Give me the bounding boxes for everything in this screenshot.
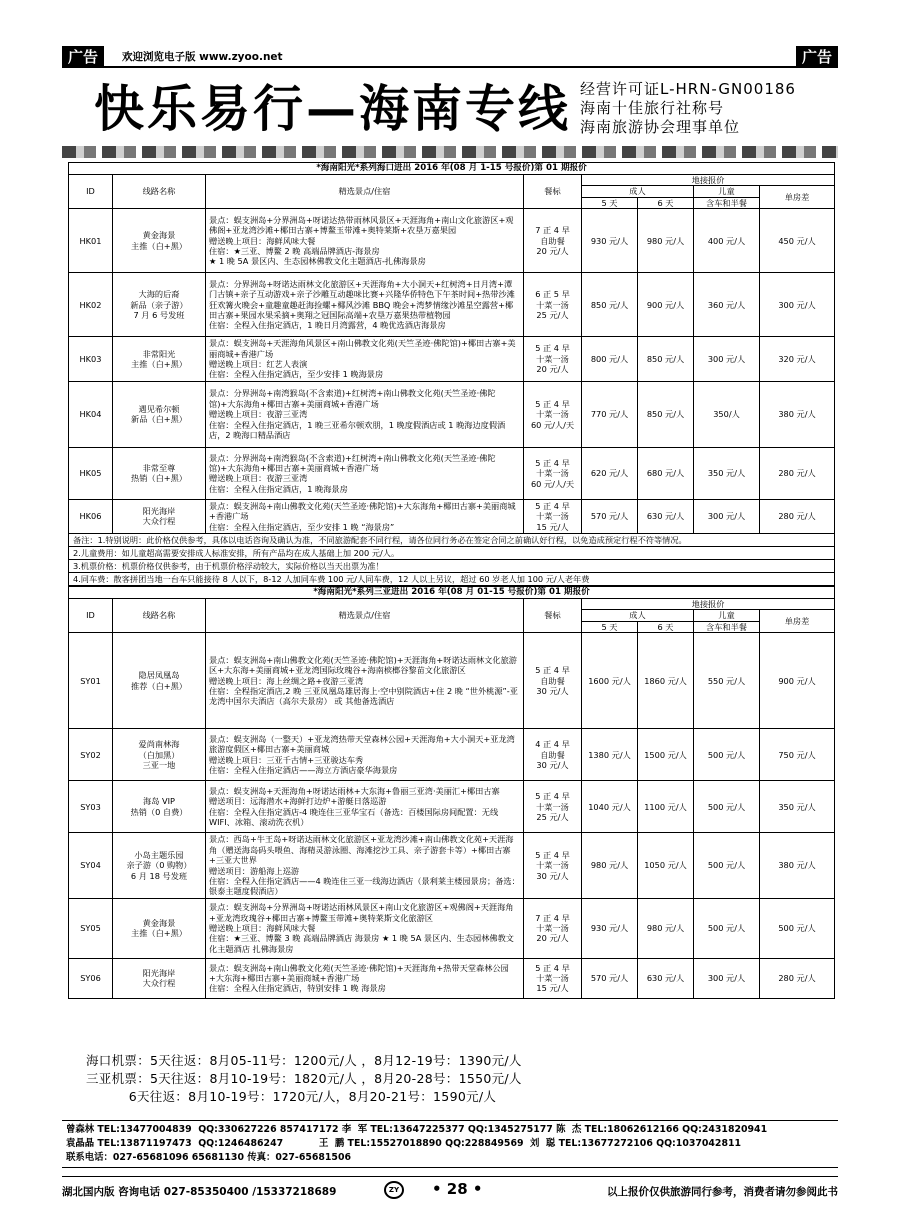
remark-row (69, 573, 835, 586)
col-header-id: ID (69, 599, 113, 633)
ad-label-right: 广告 (796, 46, 838, 68)
welcome-text: 欢迎浏览电子版 www.zyoo.net (122, 51, 283, 63)
meal-standard: 5 正 4 早 十菜一汤 60 元/人/天 (524, 447, 582, 499)
route-detail: 景点：蜈支洲岛（一整天）+亚龙湾热带天堂森林公园+天涯海角+大小洞天+亚龙湾旅游度假区+椰田古寨+美丽商城 赠送晚上项目：三亚千古情+三亚骏达车秀 住宿：全程入住指定酒店——海立方酒店豪华海景房 (206, 729, 524, 781)
price-single-supplement: 380 元/人 (760, 833, 835, 898)
meal-standard: 5 正 4 早 十菜一汤 30 元/人 (524, 833, 582, 898)
col-header-6day: 6 天 (638, 197, 694, 208)
price-child: 350 元/人 (694, 447, 760, 499)
col-header-child: 儿童 (694, 610, 760, 621)
price-adult-6day: 900 元/人 (638, 273, 694, 337)
route-detail: 景点：蜈支洲岛+南山佛教文化苑(天竺圣迹·佛陀馆)+天涯海角+呀诺达雨林文化旅游区+大东海+美丽商城+亚龙湾国际玫瑰谷+海南槟榔谷黎苗文化旅游区 赠送晚上项目：海上丝绸之路+夜游三亚湾 住宿：全程指定酒店,2 晚 三亚凤凰岛雄居海上·空中别院酒店+住 2 晚 “世外桃源”-亚龙湾中国尔夫酒店（高尔夫景房） 或 其他备选酒店 (206, 633, 524, 729)
price-adult-5day: 1380 元/人 (582, 729, 638, 781)
meal-standard: 5 正 4 早 十菜一汤 20 元/人 (524, 337, 582, 382)
price-child: 400 元/人 (694, 209, 760, 273)
price-adult-6day: 980 元/人 (638, 209, 694, 273)
table-caption: *海南阳光*系列海口进出 2016 年(08 月 1-15 号报价)第 01 期报价 (69, 163, 835, 175)
price-child: 350/人 (694, 381, 760, 447)
table-row (69, 898, 835, 958)
sanya-price-table (68, 586, 835, 999)
meal-standard: 6 正 5 早 十菜一汤 25 元/人 (524, 273, 582, 337)
price-child: 360 元/人 (694, 273, 760, 337)
col-header-single: 单房差 (760, 610, 835, 633)
col-header-route: 线路名称 (113, 599, 206, 633)
contact-row: 曾森林 TEL:13477004839 QQ:330627226 857417172 李 军 TEL:13647225377 QQ:1345275177 陈 杰 TEL:18062612166 QQ:2431820941 (66, 1124, 768, 1135)
table-row (69, 833, 835, 898)
col-header-5day: 5 天 (582, 197, 638, 208)
contact-row: 袁晶晶 TEL:13871197473 QQ:1246486247 王 鹏 TEL:15527018890 QQ:228849569 刘 聪 TEL:13677272106 QQ:1037042811 (66, 1138, 742, 1149)
price-adult-6day: 1500 元/人 (638, 729, 694, 781)
route-name: 隐居凤凰岛 推荐（白+黑） (113, 633, 206, 729)
route-id: HK03 (69, 337, 113, 382)
price-adult-5day: 980 元/人 (582, 833, 638, 898)
price-single-supplement: 750 元/人 (760, 729, 835, 781)
col-header-child: 儿童 (694, 186, 760, 197)
remark-text: 3.机票价格：机票价格仅供参考，由于机票价格浮动较大，实际价格以当天出票为准！ (69, 560, 835, 573)
col-header-child-note: 含车和半餐 (694, 621, 760, 632)
price-single-supplement: 280 元/人 (760, 499, 835, 533)
col-header-price-group: 地接报价 (582, 599, 835, 610)
price-adult-6day: 850 元/人 (638, 381, 694, 447)
price-adult-5day: 1040 元/人 (582, 781, 638, 833)
meal-standard: 5 正 4 早 十菜一汤 15 元/人 (524, 958, 582, 998)
route-name: 爱尚南林海 （白加黑） 三亚一地 (113, 729, 206, 781)
remark-row (69, 534, 835, 547)
remark-row (69, 560, 835, 573)
meal-standard: 7 正 4 早 自助餐 20 元/人 (524, 209, 582, 273)
price-adult-6day: 850 元/人 (638, 337, 694, 382)
route-id: SY04 (69, 833, 113, 898)
page-number: • 28 • (432, 1180, 483, 1198)
price-adult-6day: 630 元/人 (638, 499, 694, 533)
remark-text: 2.儿童费用：如儿童超高需要安排成人标准安排，所有产品均在成人基础上加 200 元/人。 (69, 547, 835, 560)
price-child: 300 元/人 (694, 958, 760, 998)
page-footer (62, 1176, 838, 1200)
price-child: 550 元/人 (694, 633, 760, 729)
route-id: SY02 (69, 729, 113, 781)
route-name: 非常至尊 热销（白+黑） (113, 447, 206, 499)
route-name: 遇见希尔顿 新品（白+黑） (113, 381, 206, 447)
price-single-supplement: 450 元/人 (760, 209, 835, 273)
route-detail: 景点：蜈支洲岛+南山佛教文化苑(天竺圣迹·佛陀馆)+天涯海角+热带天堂森林公园+大东海+椰田古寨+美丽商城+香港广场 住宿：全程入住指定酒店，特别安排 1 晚 海景房 (206, 958, 524, 998)
table-row (69, 209, 835, 273)
col-header-id: ID (69, 175, 113, 209)
route-name: 阳光海岸 大众行程 (113, 958, 206, 998)
table-row (69, 447, 835, 499)
table-row (69, 958, 835, 998)
route-detail: 景点：西岛+牛王岛+呀诺达雨林文化旅游区+亚龙湾沙滩+南山佛教文化苑+天涯海角（赠送海岛码头喂鱼、海精灵游泳圈、海滩挖沙工具、亲子游套卡等）+椰田古寨+三亚大世界 赠送项目：游船海上巡游 住宿：全程入住指定酒店——4 晚连住三亚一线海边酒店（景利莱主楼园景房；备选：银泰主题度假酒店） (206, 833, 524, 898)
route-detail: 景点：分界洲岛+南湾猴岛(不含索道)+红树湾+南山佛教文化苑(天竺圣迹·佛陀馆)+大东海角+椰田古寨+美丽商城+香港广场 赠送晚上项目：夜游三亚湾 住宿：全程入住指定酒店，1 晚海景房 (206, 447, 524, 499)
price-single-supplement: 350 元/人 (760, 781, 835, 833)
meal-standard: 4 正 4 早 自助餐 30 元/人 (524, 729, 582, 781)
airfare-haikou: 海口机票：5天往返：8月05-11号：1200元/人 ，8月12-19号：1390元/人 (86, 1053, 522, 1068)
airfare-sanya-5day: 三亚机票：5天往返：8月10-19号：1820元/人 ，8月20-28号：1550元/人 (86, 1071, 522, 1086)
table-row (69, 633, 835, 729)
price-adult-5day: 770 元/人 (582, 381, 638, 447)
route-id: SY01 (69, 633, 113, 729)
remark-row (69, 547, 835, 560)
license-number: 经营许可证L-HRN-GN00186 (580, 80, 796, 98)
col-header-price-group: 地接报价 (582, 175, 835, 186)
price-adult-5day: 800 元/人 (582, 337, 638, 382)
price-adult-6day: 980 元/人 (638, 898, 694, 958)
price-child: 500 元/人 (694, 781, 760, 833)
table-row (69, 381, 835, 447)
route-detail: 景点：分界洲岛+南湾猴岛(不含索道)+红树湾+南山佛教文化苑(天竺圣迹·佛陀馆)+大东海角+椰田古寨+美丽商城+香港广场 赠送晚上项目：夜游三亚湾 住宿：全程入住指定酒店，1 晚三亚希尔顿欢朋，1 晚度假酒店或 1 晚海边度假酒店，2 晚海口精品酒店 (206, 381, 524, 447)
route-detail: 景点：蜈支洲岛+分界洲岛+呀诺达热带雨林风景区+天涯海角+南山文化旅游区+观佛阁+亚龙湾沙滩+椰田古寨+博鳌玉带滩+奥特莱斯+农垦万嘉果园 赠送晚上项目：海鲜风味大餐 住宿：★三亚、博鳌 2 晚 高端品牌酒店-海景房 ★ 1 晚 5A 景区内、生态园林佛教文化主题酒店-扎佛海景房 (206, 209, 524, 273)
route-name: 黄金海景 主推（白+黑） (113, 898, 206, 958)
price-child: 300 元/人 (694, 499, 760, 533)
table-row (69, 781, 835, 833)
route-detail: 景点：蜈支洲岛+天涯海角风景区+南山佛教文化苑(天竺圣迹·佛陀馆)+椰田古寨+美丽商城+香港广场 赠送晚上项目：红艺人表演 住宿：全程入住指定酒店，至少安排 1 晚海景房 (206, 337, 524, 382)
route-detail: 景点：分界洲岛+呀诺达雨林文化旅游区+天涯海角+大小洞天+红树湾+日月湾+潭门古镇+亲子互动游戏+亲子沙雕互动趣味比赛+兴隆华侨特色下午茶时间+热带沙滩狂欢篝火晚会+童趣童趣赶海捡螺+椰风沙滩 BBQ 晚会+湾梦情缘沙滩星空露营+椰田古寨+果园水果采摘+奥翔之冠国际高端+农垦万嘉果热带植物园 住宿：全程入住指定酒店，1 晚日月湾露营，4 晚优选酒店海景房 (206, 273, 524, 337)
page-title: 快乐易行—海南专线 (94, 80, 571, 138)
remark-text: 4.同车费：散客拼团当地一台车只能接待 8 人以下，8-12 人加同车费 100 元/人同车费，12 人以上另议，超过 60 岁老人加 100 元/人老年费 (69, 573, 835, 586)
price-child: 500 元/人 (694, 898, 760, 958)
remark-text: 备注：1.特别说明：此价格仅供参考，具体以电话咨询及确认为准，不同旅游配套不同行程，请各位同行务必在签定合同之前确认好行程，以免造成预定行程不符等情况。 (69, 534, 835, 547)
route-detail: 景点：蜈支洲岛+南山佛教文化苑(天竺圣迹·佛陀馆)+大东海角+椰田古寨+美丽商城+香港广场 住宿：全程入住指定酒店，至少安排 1 晚 “海景房” (206, 499, 524, 533)
meal-standard: 5 正 4 早 十菜一汤 60 元/人/天 (524, 381, 582, 447)
route-name: 大海的后裔 新品（亲子游） 7 月 6 号发班 (113, 273, 206, 337)
price-adult-5day: 620 元/人 (582, 447, 638, 499)
price-adult-5day: 930 元/人 (582, 209, 638, 273)
footer-disclaimer: 以上报价仅供旅游同行参考，消费者请勿参阅此书 (607, 1186, 838, 1198)
table-row (69, 337, 835, 382)
route-id: HK04 (69, 381, 113, 447)
route-id: HK01 (69, 209, 113, 273)
table-row (69, 729, 835, 781)
route-name: 海岛 VIP 热销（0 自费） (113, 781, 206, 833)
price-single-supplement: 320 元/人 (760, 337, 835, 382)
route-id: HK06 (69, 499, 113, 533)
price-child: 500 元/人 (694, 833, 760, 898)
price-child: 300 元/人 (694, 337, 760, 382)
col-header-detail: 精选景点/住宿 (206, 175, 524, 209)
price-single-supplement: 300 元/人 (760, 273, 835, 337)
price-adult-6day: 1050 元/人 (638, 833, 694, 898)
price-adult-6day: 1860 元/人 (638, 633, 694, 729)
col-header-single: 单房差 (760, 186, 835, 209)
route-detail: 景点：蜈支洲岛+分界洲岛+呀诺达雨林风景区+南山文化旅游区+观佛阁+天涯海角+亚龙湾玫瑰谷+椰田古寨+博鳌玉带滩+奥特莱斯文化旅游区 赠送晚上项目：海鲜风味大餐 住宿：★三亚、博鳌 3 晚 高端品牌酒店 海景房 ★ 1 晚 5A 景区内、生态园林佛教文化主题酒店 扎佛海景房 (206, 898, 524, 958)
price-adult-6day: 680 元/人 (638, 447, 694, 499)
price-adult-6day: 1100 元/人 (638, 781, 694, 833)
airfare-sanya-6day: 6天往返：8月10-19号：1720元/人，8月20-21号：1590元/人 (86, 1089, 497, 1104)
top-bar (62, 46, 838, 68)
license-block (580, 80, 796, 137)
price-single-supplement: 280 元/人 (760, 447, 835, 499)
meal-standard: 5 正 4 早 自助餐 30 元/人 (524, 633, 582, 729)
table-caption: *海南阳光*系列三亚进出 2016 年(08 月 01-15 号报价)第 01 期报价 (69, 587, 835, 599)
col-header-meal: 餐标 (524, 599, 582, 633)
price-single-supplement: 280 元/人 (760, 958, 835, 998)
price-adult-5day: 930 元/人 (582, 898, 638, 958)
price-adult-5day: 1600 元/人 (582, 633, 638, 729)
award-title: 海南十佳旅行社称号 (580, 99, 725, 117)
col-header-meal: 餐标 (524, 175, 582, 209)
meal-standard: 7 正 4 早 十菜一汤 20 元/人 (524, 898, 582, 958)
price-single-supplement: 500 元/人 (760, 898, 835, 958)
price-adult-5day: 570 元/人 (582, 499, 638, 533)
price-adult-5day: 570 元/人 (582, 958, 638, 998)
association-member: 海南旅游协会理事单位 (580, 118, 741, 136)
publisher-logo-icon: ZY (384, 1181, 404, 1199)
route-name: 非常阳光 主推（白+黑） (113, 337, 206, 382)
airfare-block (86, 1052, 522, 1106)
price-adult-5day: 850 元/人 (582, 273, 638, 337)
route-detail: 景点：蜈支洲岛+天涯海角+呀诺达雨林+大东海+鲁丽三亚湾·美丽汇+椰田古寨 赠送项目：远海潜水+海鲜打边炉+游艇日落巡游 住宿：全程入住指定酒店-4 晚连住三亚华宝石（备选：百楼国际房间配置：无线 WIFI、冰箱、滚动洗衣机） (206, 781, 524, 833)
col-header-route: 线路名称 (113, 175, 206, 209)
meal-standard: 5 正 4 早 十菜一汤 15 元/人 (524, 499, 582, 533)
price-single-supplement: 900 元/人 (760, 633, 835, 729)
col-header-6day: 6 天 (638, 621, 694, 632)
route-id: HK05 (69, 447, 113, 499)
col-header-adult: 成人 (582, 610, 694, 621)
route-name: 黄金海景 主推（白+黑） (113, 209, 206, 273)
haikou-price-table (68, 162, 835, 586)
route-id: HK02 (69, 273, 113, 337)
contact-block (62, 1120, 838, 1168)
route-id: SY05 (69, 898, 113, 958)
col-header-detail: 精选景点/住宿 (206, 599, 524, 633)
col-header-adult: 成人 (582, 186, 694, 197)
meal-standard: 5 正 4 早 十菜一汤 25 元/人 (524, 781, 582, 833)
decorative-band (62, 146, 838, 158)
price-child: 500 元/人 (694, 729, 760, 781)
contact-phone-fax: 联系电话：027-65681096 65681130 传真：027-65681506 (66, 1152, 352, 1163)
footer-edition: 湖北国内版 咨询电话 027-85350400 /15337218689 (62, 1186, 337, 1198)
price-tables (68, 162, 834, 999)
col-header-child-note: 含车和半餐 (694, 197, 760, 208)
table-row (69, 273, 835, 337)
table-row (69, 499, 835, 533)
route-id: SY06 (69, 958, 113, 998)
route-name: 阳光海岸 大众行程 (113, 499, 206, 533)
price-adult-6day: 630 元/人 (638, 958, 694, 998)
route-id: SY03 (69, 781, 113, 833)
route-name: 小岛主题乐园 亲子游（0 购物） 6 月 18 号发班 (113, 833, 206, 898)
ad-label-left: 广告 (62, 46, 104, 68)
col-header-5day: 5 天 (582, 621, 638, 632)
price-single-supplement: 380 元/人 (760, 381, 835, 447)
